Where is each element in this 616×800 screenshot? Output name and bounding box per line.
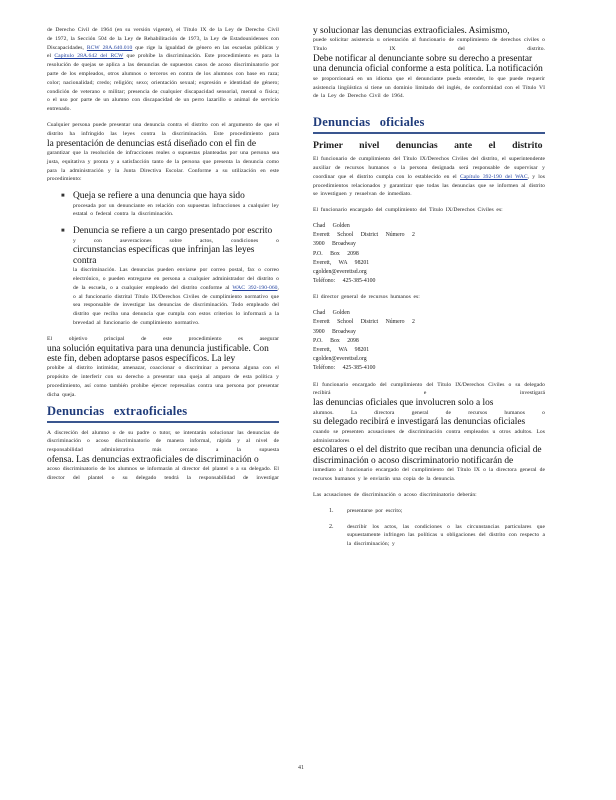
paragraph-laws: de Derecho Civil de 1964 (en su versión vigente), el Título IX de la Ley de Derecho Civil de 1972, la Sección 504 de la Ley de Rehabilitación de 1973, la Ley de Estadounidenses con Discapacidades, RCW 28A.640.010 que rige la igualdad de género en las escuelas públicas y el Capítulo 28A.642 del RCW que prohíbe la discriminación. Este procedimiento es para la resolución de quejas se aplica a las denuncias de supuestos casos de acoso discriminatorio por parte de los empleados, otros alumnos o terceros en contra de los alumnos con base en raza; color; nacionalidad; credo; religión; sexo; orientación sexual; expresión e identidad de género; condición de veterano o militar; presencia de cualquier discapacidad sensorial, mental o física; o el uso por parte de un alumno con discapacidad de un perro lazarillo o animal de servicio entrenado. xyxy=(47,27,280,113)
right-column: y solucionar las denuncias extraoficiales. Asimismo, puede solicitar asistencia u orientación al funcionario de cumplimiento de derechos civiles o Título IX del distrito. Debe notificar al denunciante sobre su derecho a presentar una denuncia oficial conforme a esta política. La notificación se proporcionará en un idioma que el denunciante pueda entender, lo que puede requerir asistencia lingüística si tiene un dominio limitado del inglés, de conformidad con el Título VI de la Ley de Derecho Civil de 1964. Denuncias oficiales Primer nivel denuncias ante el distrito El funcionario de cumplimiento del Título IX/Derechos Civiles del distrito, el superintendente auxiliar de recursos humanos o la persona designada será responsable de supervisar y coordinar que el distrito cumpla con lo establecido en el Capítulo 392-190 del WAC, y los procedimientos relacionados y garantizar que todas las denuncias que se informen al distrito se investiguen y resuelvan de inmediato. El funcionario encargado del cumplimiento del Título IX/Derechos Civiles es: Chad Golden Everett School District Número 2 3900 Broadway P.O. Box 2098 Everett, WA 98201 cgolden@everettsd.org Teléfono: 425-385-4100 El director general de recursos humanos es: Chad Golden Everett School District Número 2 3900 Broadway P.O. Box 2098 Everett, WA 98201 cgolden@everettsd.org Teléfono: 425-385-4100 El funcionario encargado del cumplimiento del Título IX/Derechos Civiles o su delegado recibirá e investigará las denuncias oficiales que involucren solo a los alumnos. La directora general de recursos humanos o su delegado recibirá e investigará las denuncias oficiales cuando se presenten acusaciones de discriminación contra empleados u otros adultos. Los administradores escolares o el del distrito que reciban una denuncia oficial de discriminación o acoso discriminatorio notificarán de inmediato al funcionario encargado del cumplimiento del Título IX o la directora general de recursos humanos y le enviarán una copia de la denuncia. Las acusaciones de discriminación o acoso discriminatorio deberán: 1. presentarse por escrito; 2. describir los actos, las condiciones o las circunstancias particulares que supuestamente infringen las políticas u obligaciones del distrito con respecto a la discriminación; y xyxy=(313,26,545,548)
bullet-icon: ■ xyxy=(61,193,65,200)
list-item: 1. presentarse por escrito; xyxy=(329,507,403,514)
paragraph-informal-cont: y solucionar las denuncias extraoficiales. Asimismo, xyxy=(313,26,510,36)
definition-queja: Queja se refiere a una denuncia que haya sido xyxy=(73,191,245,202)
paragraph-allegations: Las acusaciones de discriminación o acoso discriminatorio deberán: xyxy=(313,491,477,498)
heading-formal-complaints: Denuncias oficiales xyxy=(313,115,425,130)
definition-denuncia: Denuncia se refiere a un cargo presentado por escrito xyxy=(73,226,273,237)
page-number: 41 xyxy=(298,765,304,771)
heading-informal-complaints: Denuncias extraoficiales xyxy=(47,403,188,418)
link-rcw-28a-642[interactable]: Capítulo 28A.642 del RCW xyxy=(54,53,124,60)
link-rcw-28a-640[interactable]: RCW 28A.640.010 xyxy=(86,44,133,51)
subheading-first-level: Primer nivel denuncias ante el distrito xyxy=(313,140,543,152)
email-link[interactable]: cgolden@everettsd.org xyxy=(313,269,367,275)
address-block-hr: Chad Golden Everett School District Número 2 3900 Broadway P.O. Box 2098 Everett, WA 98201 cgolden@everettsd.org Teléfono: 425-385-4100 xyxy=(313,309,545,373)
list-item: ■ Denuncia se refiere a un cargo presentado por escrito y con aseveraciones sobre actos, condiciones o circunstancias específicas que infrinjan las leyes contra la discriminación. Las denuncias pueden enviarse por correo postal, fax o correo electrónico, o pueden entregarse en persona a cualquier administrador del distrito o de la escuela, o a cualquier empleado del distrito conforme al WAC 392-190-060, o al funcionario distrital Título IX/Derechos Civiles de cumplimiento normativo que sea responsable de investigar las denuncias de discriminación. Todo empleado del distrito que reciba una denuncia que cumpla con estos criterios lo informará a la brevedad al funcionario de cumplimiento normativo. xyxy=(61,226,279,326)
paragraph-procedure-rest: garantizar que la resolución de infracciones reales o supuestas planteadas por una persona sea justa, equitativa y pronta y a satisfacción tanto de la persona que presenta la denuncia como para la administración y la Junta Directiva Escolar. Conforme a su utilización en este procedimiento: xyxy=(47,149,279,183)
paragraph-coordinator: El funcionario de cumplimiento del Título IX/Derechos Civiles del distrito, el superintendente auxiliar de recursos humanos o la persona designada será responsable de supervisar y coordinar que el distrito cumpla con lo establecido en el Capítulo 392-190 del WAC, y los procedimientos relacionados y garantizar que todas las denuncias que se informen al distrito se investiguen y resuelvan de inmediato. xyxy=(313,156,545,198)
link-wac-392-190[interactable]: Capítulo 392-190 del WAC xyxy=(459,173,528,180)
paragraph-investigation: El funcionario encargado del cumplimiento del Título IX/Derechos Civiles o su delegado recibirá e investigará xyxy=(313,381,545,397)
heading-rule xyxy=(47,421,279,423)
link-wac-392-190-060[interactable]: WAC 392-190-060 xyxy=(232,284,278,291)
paragraph-procedure-emphasis: la presentación de denuncias está diseñado con el fin de xyxy=(47,138,257,149)
email-link[interactable]: cgolden@everettsd.org xyxy=(313,356,367,363)
bullet-icon: ■ xyxy=(61,228,65,235)
list-item: 2. describir los actos, las condiciones o las circunstancias particulares que supuestamente infringen las políticas u obligaciones del distrito con respecto a la discriminación; y xyxy=(329,523,545,548)
paragraph-informal: A discreción del alumno o de su padre o tutor, se intentarán solucionar las denuncias de discriminación o acoso discriminatorio de manera informal, rápida y al nivel de responsabilidad administrativa más cercano a la supuesta xyxy=(47,429,279,454)
paragraph-hr-intro: El director general de recursos humanos es: xyxy=(313,294,420,301)
paragraph-procedure: Cualquier persona puede presentar una denuncia contra el distrito con el argumento de que el distrito ha infringido las leyes contra la discriminación. Este procedimiento para xyxy=(47,121,279,137)
paragraph-officer-intro: El funcionario encargado del cumplimiento del Título IX/Derechos Civiles es: xyxy=(313,207,503,214)
list-item: ■ Queja se refiere a una denuncia que haya sido procesada por un denunciante en relación con supuestas infracciones a cualquier ley estatal o federal contra la discriminación. xyxy=(61,191,279,218)
address-block-officer: Chad Golden Everett School District Número 2 3900 Broadway P.O. Box 2098 Everett, WA 98201 cgolden@everettsd.org Teléfono: 425-385-4100 xyxy=(313,222,545,286)
heading-rule xyxy=(313,132,545,134)
paragraph-objective: El objetivo principal de este procedimiento es asegurar xyxy=(47,335,279,342)
left-column: de Derecho Civil de 1964 (en su versión vigente), el Título IX de la Ley de Derecho Civil de 1972, la Sección 504 de la Ley de Rehabilitación de 1973, la Ley de Estadounidenses con Discapacidades, RCW 28A.640.010 que rige la igualdad de género en las escuelas públicas y el Capítulo 28A.642 del RCW que prohíbe la discriminación. Este procedimiento es para la resolución de quejas se aplica a las denuncias de supuestos casos de acoso discriminatorio por parte de los empleados, otros alumnos o terceros en contra de los alumnos con base en raza; color; nacionalidad; credo; religión; sexo; orientación sexual; expresión e identidad de género; condición de veterano o militar; presencia de cualquier discapacidad sensorial, mental o física; o el uso por parte de un alumno con discapacidad de un perro lazarillo o animal de servicio entrenado. Cualquier persona puede presentar una denuncia contra el distrito con el argumento de que el distrito ha infringido las leyes contra la discriminación. Este procedimiento para la presentación de denuncias está diseñado con el fin de garantizar que la resolución de infracciones reales o supuestas planteadas por una persona sea justa, equitativa y pronta y a satisfacción tanto de la persona que presenta la denuncia como para la administración y la Junta Directiva Escolar. Conforme a su utilización en este procedimiento: ■ Queja se refiere a una denuncia que haya sido procesada por un denunciante en relación con supuestas infracciones a cualquier ley estatal o federal contra la discriminación. ■ Denuncia se refiere a un cargo presentado por escrito y con aseveraciones sobre actos, condiciones o circunstancias específicas que infrinjan las leyes contra la discriminación. Las denuncias pueden enviarse por correo postal, fax o correo electrónico, o pueden entregarse en persona a cualquier administrador del distrito o de la escuela, o a cualquier empleado del distrito conforme al WAC 392-190-060, o al funcionario distrital Título IX/Derechos Civiles de cumplimiento normativo que sea responsable de investigar las denuncias de discriminación. Todo empleado del distrito que reciba una denuncia que cumpla con estos criterios lo informará a la brevedad al funcionario de cumplimiento normativo. El objetivo principal de este procedimiento es asegurar una solución equitativa para una denuncia justificable. Con este fin, deben adoptarse pasos específicos. La ley prohíbe al distrito intimidar, amenazar, coaccionar o discriminar a persona alguna con el propósito de interferir con su derecho a presentar una queja al amparo de esta política y procedimiento, así como también prohíbe ejercer represalias contra una persona por presentar dicha queja. Denuncias extraoficiales A discreción del alumno o de su padre o tutor, se intentarán solucionar las denuncias de discriminación o acoso discriminatorio de manera informal, rápida y al nivel de responsabilidad administrativa más cercano a la supuesta ofensa. Las denuncias extraoficiales de discriminación o acoso discriminatorio de los alumnos se informarán al director del plantel o a su delegado. El director del plantel o su delegado tendrá la responsabilidad de investigar xyxy=(47,27,280,482)
